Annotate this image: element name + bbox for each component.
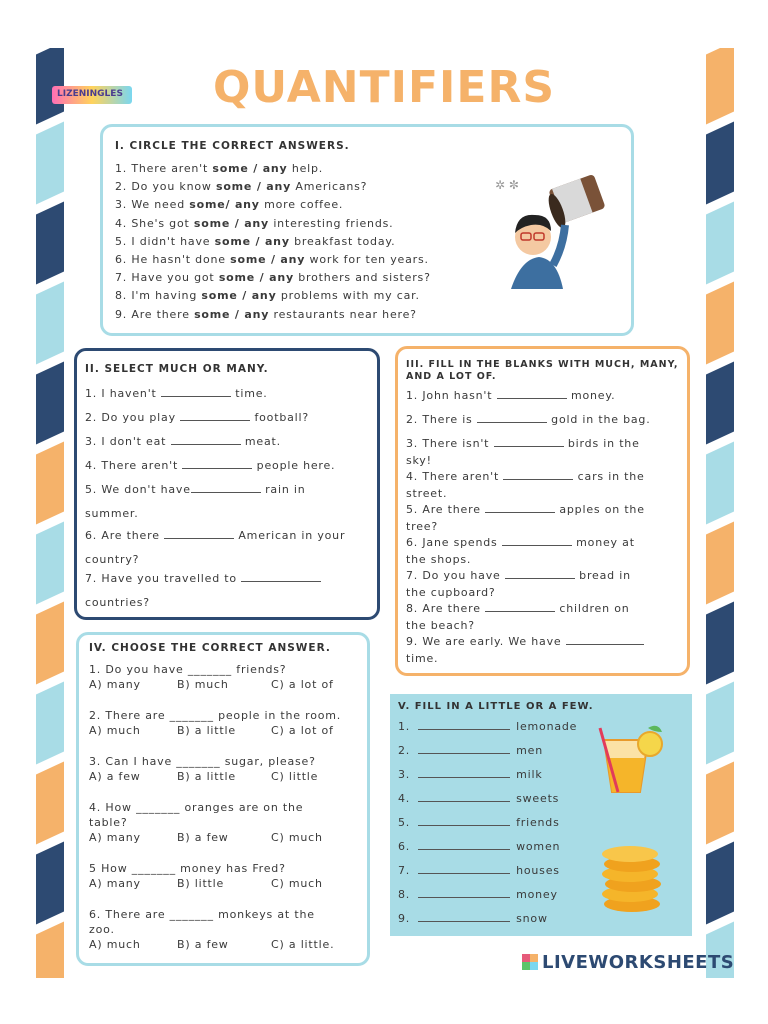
answer-choice[interactable]: some / any — [194, 307, 270, 321]
stripe — [36, 121, 64, 204]
question-item — [85, 411, 345, 435]
answer-blank[interactable] — [485, 611, 555, 612]
question-text: 2. There is — [406, 413, 477, 426]
answer-options — [89, 831, 369, 844]
question-item — [85, 387, 345, 411]
question-item — [89, 709, 369, 755]
option-b[interactable]: B) a little — [177, 770, 236, 783]
answer-blank[interactable] — [182, 468, 252, 469]
question-text: 5 How _______ money has Fred? — [89, 862, 286, 875]
option-a[interactable]: A) a few — [89, 770, 141, 783]
question-continuation: countries? — [85, 596, 150, 609]
question-text: work for ten years. — [305, 252, 429, 266]
option-b[interactable]: B) a little — [177, 724, 236, 737]
stripe — [36, 601, 64, 684]
question-text: 8. Are there — [406, 602, 486, 615]
question-item — [115, 162, 431, 180]
section-fill-blanks — [395, 346, 690, 676]
answer-blank[interactable] — [497, 398, 567, 399]
question-text: cars in the — [573, 470, 645, 483]
question-item — [406, 470, 651, 487]
author-logo: LIZENINGLES — [52, 86, 132, 104]
answer-blank[interactable] — [418, 801, 510, 802]
stripe — [36, 201, 64, 284]
question-text: bread in — [574, 569, 631, 582]
item-number: 5. — [398, 816, 411, 829]
item-word: sweets — [516, 792, 560, 805]
option-c[interactable]: C) a lot of — [271, 724, 334, 737]
question-text: 7. Have you travelled to — [85, 572, 242, 585]
stripe — [36, 761, 64, 844]
question-item — [115, 198, 431, 216]
option-c[interactable]: C) much — [271, 877, 323, 890]
answer-options — [89, 877, 369, 890]
answer-blank[interactable] — [171, 444, 241, 445]
question-list — [398, 720, 577, 936]
stripe — [36, 521, 64, 604]
answer-options — [89, 724, 369, 737]
question-text: restaurants near here? — [269, 307, 417, 321]
question-text: birds in the — [563, 437, 640, 450]
item-number: 8. — [398, 888, 411, 901]
answer-blank[interactable] — [180, 420, 250, 421]
question-item — [115, 289, 431, 307]
option-b[interactable]: B) a few — [177, 938, 229, 951]
question-continuation: street. — [406, 486, 448, 500]
question-item — [406, 437, 651, 454]
option-a[interactable]: A) many — [89, 678, 141, 691]
question-item — [89, 908, 369, 969]
question-text: 1. John hasn't — [406, 389, 497, 402]
question-text: 1. I haven't — [85, 387, 161, 400]
question-item — [115, 180, 431, 198]
question-item — [398, 792, 577, 816]
question-text: help. — [287, 162, 324, 175]
answer-choice[interactable]: some / any — [193, 216, 270, 230]
question-list — [115, 162, 431, 326]
question-text: money at — [571, 536, 635, 549]
item-word: money — [516, 888, 558, 901]
question-item — [406, 569, 651, 586]
answer-blank[interactable] — [164, 538, 234, 539]
question-item — [398, 720, 577, 744]
question-item — [406, 389, 651, 413]
question-item — [406, 635, 651, 652]
question-text: apples on the — [555, 503, 645, 516]
answer-blank[interactable] — [241, 581, 321, 582]
question-text: football? — [250, 411, 310, 424]
question-text: 4. How _______ oranges are on the — [89, 801, 304, 814]
question-list — [85, 387, 345, 615]
answer-blank[interactable] — [502, 545, 572, 546]
question-text: 3. Can I have _______ sugar, please? — [89, 755, 316, 768]
coffee-avatar-illustration — [491, 169, 621, 299]
option-c[interactable]: C) much — [271, 831, 323, 844]
question-continuation: sky! — [406, 453, 432, 467]
section-choose-answer — [76, 632, 370, 966]
coins-stack-icon — [600, 844, 664, 914]
option-a[interactable]: A) much — [89, 724, 141, 737]
section-title: V. FILL IN A LITTLE OR A FEW. — [398, 701, 594, 712]
answer-blank[interactable] — [566, 644, 644, 645]
question-item — [85, 483, 345, 507]
answer-blank[interactable] — [161, 396, 231, 397]
answer-choice[interactable]: some / any — [214, 234, 290, 248]
question-text: money. — [566, 389, 616, 402]
question-text: meat. — [240, 435, 281, 448]
question-text: 5. Are there — [406, 503, 486, 516]
svg-text:✲ ✼: ✲ ✼ — [495, 178, 519, 192]
option-a[interactable]: A) many — [89, 831, 141, 844]
answer-options — [89, 770, 369, 783]
question-text: Americans? — [291, 180, 368, 194]
question-item — [89, 663, 369, 709]
question-text: time. — [230, 387, 268, 400]
stripe — [706, 521, 734, 604]
question-item — [85, 529, 345, 553]
section-title: IV. CHOOSE THE CORRECT ANSWER. — [89, 642, 331, 654]
question-text: people here. — [252, 459, 336, 472]
question-item — [85, 435, 345, 459]
question-continuation: tree? — [406, 519, 438, 533]
question-item — [406, 602, 651, 619]
question-text: 8. I'm having — [115, 289, 202, 303]
question-item — [398, 768, 577, 792]
question-item — [398, 840, 577, 864]
question-item — [115, 308, 431, 326]
answer-blank[interactable] — [485, 512, 555, 513]
question-item — [85, 459, 345, 483]
liveworksheets-brand — [522, 952, 734, 973]
question-item — [406, 536, 651, 553]
item-number: 3. — [398, 768, 411, 781]
option-b[interactable]: B) little — [177, 877, 225, 890]
option-c[interactable]: C) a lot of — [271, 678, 334, 691]
section-circle-answers — [100, 124, 634, 336]
question-continuation: table? — [89, 816, 128, 829]
section-much-many — [74, 348, 380, 620]
question-text: 6. Jane spends — [406, 536, 502, 549]
question-text: 1. Do you have _______ friends? — [89, 663, 287, 676]
stripe — [706, 361, 734, 444]
question-item — [89, 755, 369, 801]
question-text: more coffee. — [259, 198, 344, 212]
question-text: breakfast today. — [289, 234, 396, 248]
section-title: II. SELECT MUCH OR MANY. — [85, 363, 269, 375]
option-b[interactable]: B) much — [177, 678, 229, 691]
question-text: rain in — [260, 483, 306, 496]
question-text: 4. She's got — [115, 216, 194, 230]
answer-options — [89, 938, 369, 951]
question-item — [398, 912, 577, 936]
answer-choice[interactable]: some / any — [215, 180, 292, 194]
question-item — [115, 271, 431, 289]
item-number: 2. — [398, 744, 411, 757]
stripe — [706, 281, 734, 364]
question-item — [398, 864, 577, 888]
question-text: 3. I don't eat — [85, 435, 171, 448]
answer-choice[interactable]: some / any — [230, 252, 306, 266]
stripe — [706, 441, 734, 524]
section-little-few — [390, 694, 692, 936]
item-word: lemonade — [516, 720, 578, 733]
stripe — [706, 121, 734, 204]
stripe — [36, 841, 64, 924]
stripe — [36, 281, 64, 364]
question-text: 6. Are there — [85, 529, 165, 542]
stripe — [706, 601, 734, 684]
person-icon — [511, 215, 565, 289]
section-title: I. CIRCLE THE CORRECT ANSWERS. — [115, 140, 350, 152]
item-word: milk — [516, 768, 543, 781]
answer-options — [89, 678, 369, 691]
question-continuation: summer. — [85, 507, 139, 520]
question-text: 6. There are _______ monkeys at the — [89, 908, 315, 921]
question-text: problems with my car. — [276, 289, 420, 303]
question-list — [406, 389, 651, 668]
stripe — [706, 681, 734, 764]
question-item — [115, 253, 431, 271]
question-item — [115, 235, 431, 253]
question-continuation: zoo. — [89, 923, 115, 936]
question-continuation: the cupboard? — [406, 585, 496, 599]
question-item — [398, 888, 577, 912]
answer-choice[interactable]: some / any — [212, 162, 288, 175]
option-b[interactable]: B) a few — [177, 831, 229, 844]
item-number: 6. — [398, 840, 411, 853]
question-text: 5. We don't have — [85, 483, 191, 496]
liveworksheets-logo-icon — [522, 954, 538, 970]
stripe — [36, 921, 64, 978]
option-a[interactable]: A) many — [89, 877, 141, 890]
question-text: 3. We need — [115, 198, 190, 212]
question-continuation: time. — [406, 651, 439, 665]
answer-blank[interactable] — [505, 578, 575, 579]
question-item — [406, 503, 651, 520]
question-text: 7. Do you have — [406, 569, 505, 582]
question-continuation: the beach? — [406, 618, 475, 632]
item-word: friends — [516, 816, 560, 829]
item-number: 7. — [398, 864, 411, 877]
option-c[interactable]: C) little — [271, 770, 319, 783]
section-title-line2: AND A LOT OF. — [406, 371, 497, 382]
left-stripe-border — [36, 48, 64, 978]
question-text: 1. There aren't — [115, 162, 213, 175]
question-text: brothers and sisters? — [293, 271, 431, 285]
item-number: 1. — [398, 720, 411, 733]
answer-choice[interactable]: some/ any — [189, 198, 260, 212]
question-text: 6. He hasn't done — [115, 252, 231, 266]
option-a[interactable]: A) much — [89, 938, 141, 951]
question-text: 2. Do you play — [85, 411, 181, 424]
answer-blank[interactable] — [191, 492, 261, 493]
stripe — [706, 201, 734, 284]
question-list — [89, 663, 369, 969]
answer-blank[interactable] — [418, 729, 510, 730]
question-item — [406, 413, 651, 437]
question-item — [398, 744, 577, 768]
question-continuation: country? — [85, 553, 140, 566]
question-text: interesting friends. — [269, 216, 394, 230]
question-text: 2. There are _______ people in the room. — [89, 709, 342, 722]
question-item — [89, 801, 369, 862]
coffee-cup-icon — [545, 174, 606, 230]
answer-blank[interactable] — [494, 446, 564, 447]
question-text: gold in the bag. — [546, 413, 651, 426]
stripe — [36, 441, 64, 524]
page-title: QUANTIFIERS — [212, 62, 556, 113]
question-text: 4. There aren't — [85, 459, 183, 472]
question-text: 9. We are early. We have — [406, 635, 566, 648]
answer-blank[interactable] — [418, 753, 510, 754]
question-item — [85, 572, 345, 596]
answer-blank[interactable] — [503, 479, 573, 480]
answer-choice[interactable]: some / any — [201, 289, 277, 303]
question-text: 3. There isn't — [406, 437, 494, 450]
question-text: American in your — [234, 529, 346, 542]
question-text: 9. Are there — [115, 307, 195, 321]
answer-blank[interactable] — [418, 873, 510, 874]
item-number: 4. — [398, 792, 411, 805]
brand-name: LIVEWORKSHEETS — [542, 952, 735, 973]
question-text: 5. I didn't have — [115, 234, 215, 248]
question-item — [398, 816, 577, 840]
stripe — [706, 841, 734, 924]
question-item — [115, 217, 431, 235]
answer-blank[interactable] — [477, 422, 547, 423]
stripe — [36, 681, 64, 764]
question-item — [89, 862, 369, 908]
answer-blank[interactable] — [418, 921, 510, 922]
question-text: 4. There aren't — [406, 470, 504, 483]
right-stripe-border — [706, 48, 734, 978]
item-word: houses — [516, 864, 560, 877]
answer-blank[interactable] — [418, 825, 510, 826]
answer-blank[interactable] — [418, 897, 510, 898]
section-title: III. FILL IN THE BLANKS WITH MUCH, MANY, — [406, 359, 679, 370]
item-word: snow — [516, 912, 548, 925]
answer-choice[interactable]: some / any — [218, 271, 294, 285]
lemonade-glass-icon — [596, 722, 666, 797]
item-word: women — [516, 840, 561, 853]
item-number: 9. — [398, 912, 411, 925]
question-text: children on — [555, 602, 630, 615]
option-c[interactable]: C) a little. — [271, 938, 335, 951]
answer-blank[interactable] — [418, 849, 510, 850]
answer-blank[interactable] — [418, 777, 510, 778]
question-continuation: the shops. — [406, 552, 472, 566]
stripe — [706, 761, 734, 844]
question-text: 7. Have you got — [115, 271, 219, 285]
item-word: men — [516, 744, 543, 757]
question-text: 2. Do you know — [115, 180, 216, 194]
stripe — [36, 361, 64, 444]
